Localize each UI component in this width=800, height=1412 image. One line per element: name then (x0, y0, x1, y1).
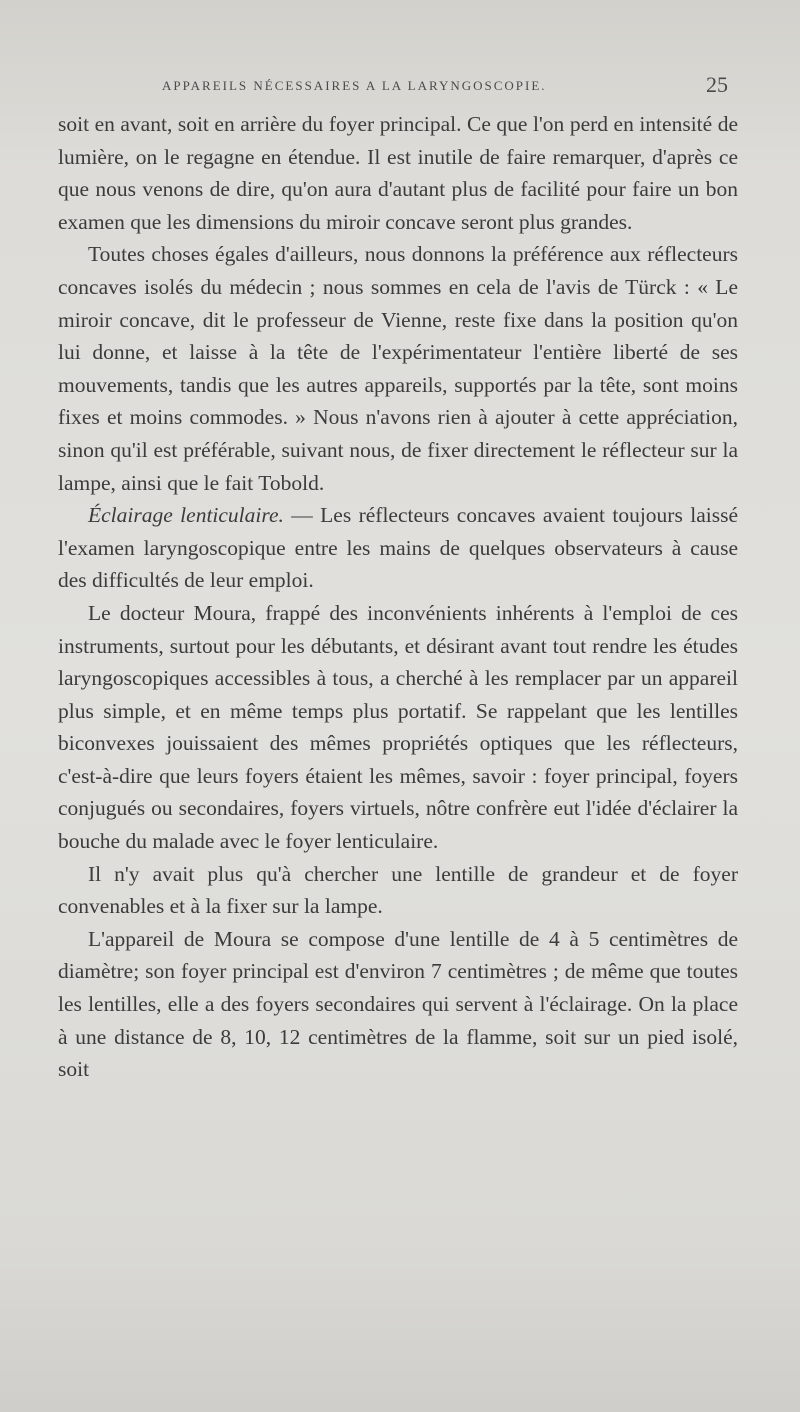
paragraph-lentille: Il n'y avait plus qu'à chercher une lentille de grandeur et de foyer convenables et à la fixer sur la lampe. (58, 861, 738, 919)
section-heading-eclairage-lenticulaire: Éclairage lenticulaire. (88, 503, 284, 528)
body-text (58, 108, 738, 1086)
paragraph-eclairage (58, 499, 738, 597)
paragraph-moura: Le docteur Moura, frappé des inconvénients inhérents à l'emploi de ces instruments, surtout pour les débutants, et désirant avant tout rendre les études laryngoscopiques accessibles à tous, a cherché à les remplacer par un appareil plus simple, et en même temps plus portatif. Se rappelant que les lentilles biconvexes jouissaient des mêmes propriétés optiques que les réflecteurs, c'est-à-dire que leurs foyers étaient les mêmes, savoir : foyer principal, foyers conjugués ou secondaires, foyers virtuels, nôtre confrère eut l'idée d'éclairer la bouche du malade avec le foyer lenticulaire. (58, 600, 738, 854)
running-title: APPAREILS NÉCESSAIRES A LA LARYNGOSCOPIE. (162, 78, 547, 93)
running-head (62, 72, 728, 102)
paragraph-appareil-moura: L'appareil de Moura se compose d'une lentille de 4 à 5 centimètres de diamètre; son foyer principal est d'environ 7 centimètres ; de même que toutes les lentilles, elle a des foyers secondaires qui servent à l'éclairage. On la place à une distance de 8, 10, 12 centimètres de la flamme, soit sur un pied isolé, soit (58, 926, 738, 1082)
page-number: 25 (706, 72, 728, 97)
paragraph-turck: Toutes choses égales d'ailleurs, nous donnons la préférence aux réflecteurs concaves isolés du médecin ; nous sommes en cela de l'avis de Türck : « Le miroir concave, dit le professeur de Vienne, reste fixe dans la position qu'on lui donne, et laisse à la tête de l'expérimentateur l'entière liberté de ses mouvements, tandis que les autres appareils, supportés par la tête, sont moins fixes et moins commodes. » Nous n'avons rien à ajouter à cette appréciation, sinon qu'il est préférable, suivant nous, de fixer directement le réflecteur sur la lampe, ainsi que le fait Tobold. (58, 242, 738, 495)
paragraph-eclairage-text: — Les réflecteurs concaves avaient toujours laissé l'examen laryngoscopique entre les mains de quelques observateurs à cause des difficultés de leur emploi. (58, 503, 738, 593)
paragraph-continuation: soit en avant, soit en arrière du foyer principal. Ce que l'on perd en intensité de lumière, on le regagne en étendue. Il est inutile de faire remarquer, d'après ce que nous venons de dire, qu'on aura d'autant plus de facilité pour faire un bon examen que les dimensions du miroir concave seront plus grandes. (58, 112, 738, 234)
